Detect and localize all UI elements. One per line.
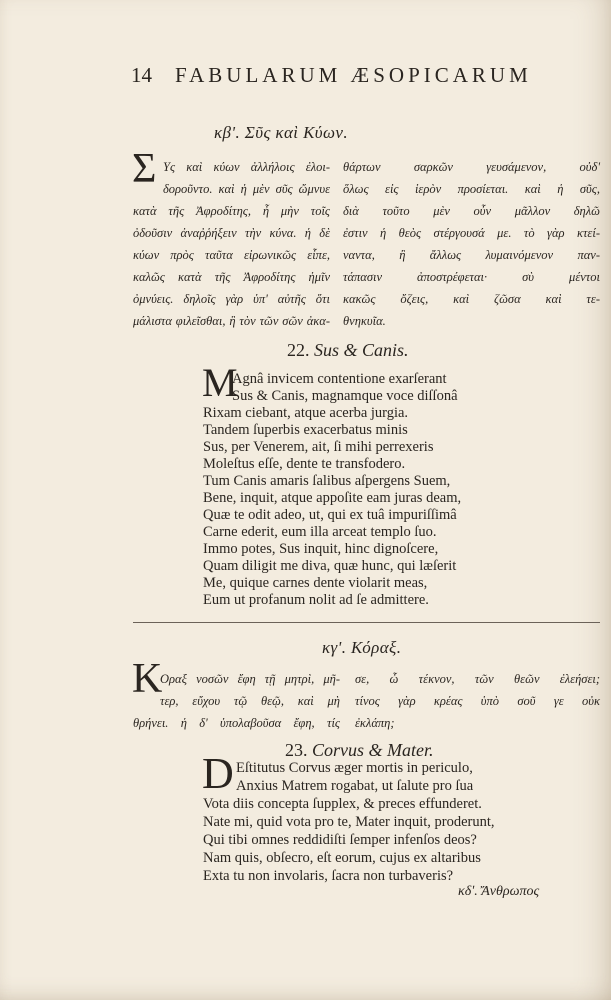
greek-line: Οραξ νοσῶν ἔφη τῇ μητρὶ, μῆ- [160,672,340,686]
greek-line: κατὰ τῆς Ἀφροδίτης, ἦ μὴν τοῖς [133,204,330,218]
latin-line: Qui tibi omnes reddidiſti ſemper infenſos deos? [203,832,477,848]
latin-fable-number: 23. [285,740,308,760]
latin-drop-initial: M [202,360,238,405]
greek-line: θρήνει. ἡ δ' ὑπολαβοῦσα ἔφη, τίς [133,716,340,730]
greek-fable-title: κβʹ. Σῦς καὶ Κύων. [214,123,349,142]
latin-line: Eum ut profanum nolit ad ſe admittere. [203,592,429,608]
latin-line: Agnâ invicem contentione exarſerant [232,371,447,387]
greek-line: μάλιστα φιλεῖσθαι, ἣ τὸν τῶν σῶν ἀκα- [133,314,330,328]
latin-line: Moleſtus eſſe, dente te transfodero. [203,456,406,472]
greek-text-right-column [355,668,600,734]
greek-line: ὅλως εἰς ἱερὸν προσίεται. καὶ ἡ σῦς, [343,182,600,196]
greek-line: ἐστιν ἡ θεὸς στέργουσά με. τὸ γὰρ κτεί- [343,226,600,240]
latin-line: Me, quique carnes dente violarit meas, [203,575,428,591]
greek-drop-initial: Κ [132,656,163,702]
greek-drop-initial: Σ [132,146,157,192]
latin-line: Carne ederit, eum illa arceat templo ſuo. [203,524,437,540]
greek-text-right-column [343,156,600,332]
greek-line: ναντα, ἢ ἄλλως λυμαινόμενον παν- [343,248,600,262]
latin-line: Tandem ſuperbis exacerbatus minis [203,422,408,438]
greek-line: θνηκυῖα. [343,314,386,328]
latin-line: Exta tu non involaris, ſacra non turbaveris? [203,868,454,884]
latin-line: Sus & Canis, magnamque voce diſſonâ [232,388,458,404]
greek-line: τάπασιν ἀποστρέφεται· σὺ μέντοι [343,270,600,284]
latin-line: Eſtitutus Corvus æger mortis in periculo, [236,760,473,776]
greek-line: θάρτων σαρκῶν γευσάμενον, οὐδ' [343,160,600,174]
latin-verse-block [203,371,593,609]
latin-line: Quæ te odit adeo, ut, qui ex tuâ impuriſſimâ [203,507,457,523]
latin-line: Nam quis, obſecro, eſt eorum, cujus ex altaribus [203,850,481,866]
latin-fable-name: Corvus & Mater. [312,740,434,760]
greek-line: Υς καὶ κύων ἀλλήλοις ἐλοι- [163,160,330,174]
latin-fable-title [287,339,409,361]
latin-fable-title [285,739,434,761]
running-title: FABULARUM ÆSOPICARUM [175,63,532,87]
greek-line: διὰ τοῦτο μὲν οὖν μᾶλλον δηλῶ [343,204,600,218]
latin-verse-block [203,759,593,885]
greek-line: ἐκλάπη; [355,716,395,730]
greek-line: ὀδοῦσιν ἀναῤῥήξειν τὴν κύνα. ἡ δὲ [133,226,330,240]
latin-line: Vota diis concepta ſupplex, & preces effunderet. [203,796,482,812]
page-number: 14 [131,63,152,87]
greek-line: κύων πρὸς ταῦτα εἰρωνικῶς εἶπε, [133,248,330,262]
greek-text-left-column [133,156,330,332]
greek-line: τερ, εὔχου τῷ θεῷ, καὶ μὴ [160,694,340,708]
latin-line: Immo potes, Sus inquit, hinc dignoſcere, [203,541,439,557]
greek-line: σε, ὦ τέκνον, τῶν θεῶν ἐλεήσει; [355,672,600,686]
latin-line: Nate mi, quid vota pro te, Mater inquit, proderunt, [203,814,495,830]
latin-drop-initial: D [202,749,234,798]
greek-line: ὀμνύεις. δηλοῖς γὰρ ὑπ' αὐτῆς ὅτι [133,292,330,306]
latin-line: Rixam ciebant, atque acerba jurgia. [203,405,409,421]
greek-fable-title: κγʹ. Κόραξ. [322,638,402,657]
catchword: κδʹ. Ἄνθρωπος [458,884,540,899]
latin-line: Bene, inquit, atque appoſite eam juras deam, [203,490,462,506]
greek-line: τίνος γὰρ κρέας ὑπὸ σοῦ γε οὐκ [355,694,600,708]
latin-line: Quam diligit me diva, quæ hunc, qui læſerit [203,558,457,574]
latin-line: Tum Canis amaris ſalibus aſpergens Suem, [203,473,451,489]
greek-line: καλῶς κατὰ τῆς Ἀφροδίτης ἡμῖν [133,270,330,284]
greek-line: δοροῦντο. καὶ ἡ μὲν σῦς ὤμνυε [163,182,330,196]
greek-line: κακῶς ὄζεις, καὶ ζῶσα καὶ τε- [343,292,600,306]
section-divider [133,622,600,623]
greek-text-left-column [133,668,340,734]
latin-fable-number: 22. [287,340,310,360]
latin-line: Sus, per Venerem, ait, ſi mihi perrexeris [203,439,434,455]
latin-line: Anxius Matrem rogabat, ut ſalute pro ſua [236,778,474,794]
latin-fable-name: Sus & Canis. [314,340,409,360]
